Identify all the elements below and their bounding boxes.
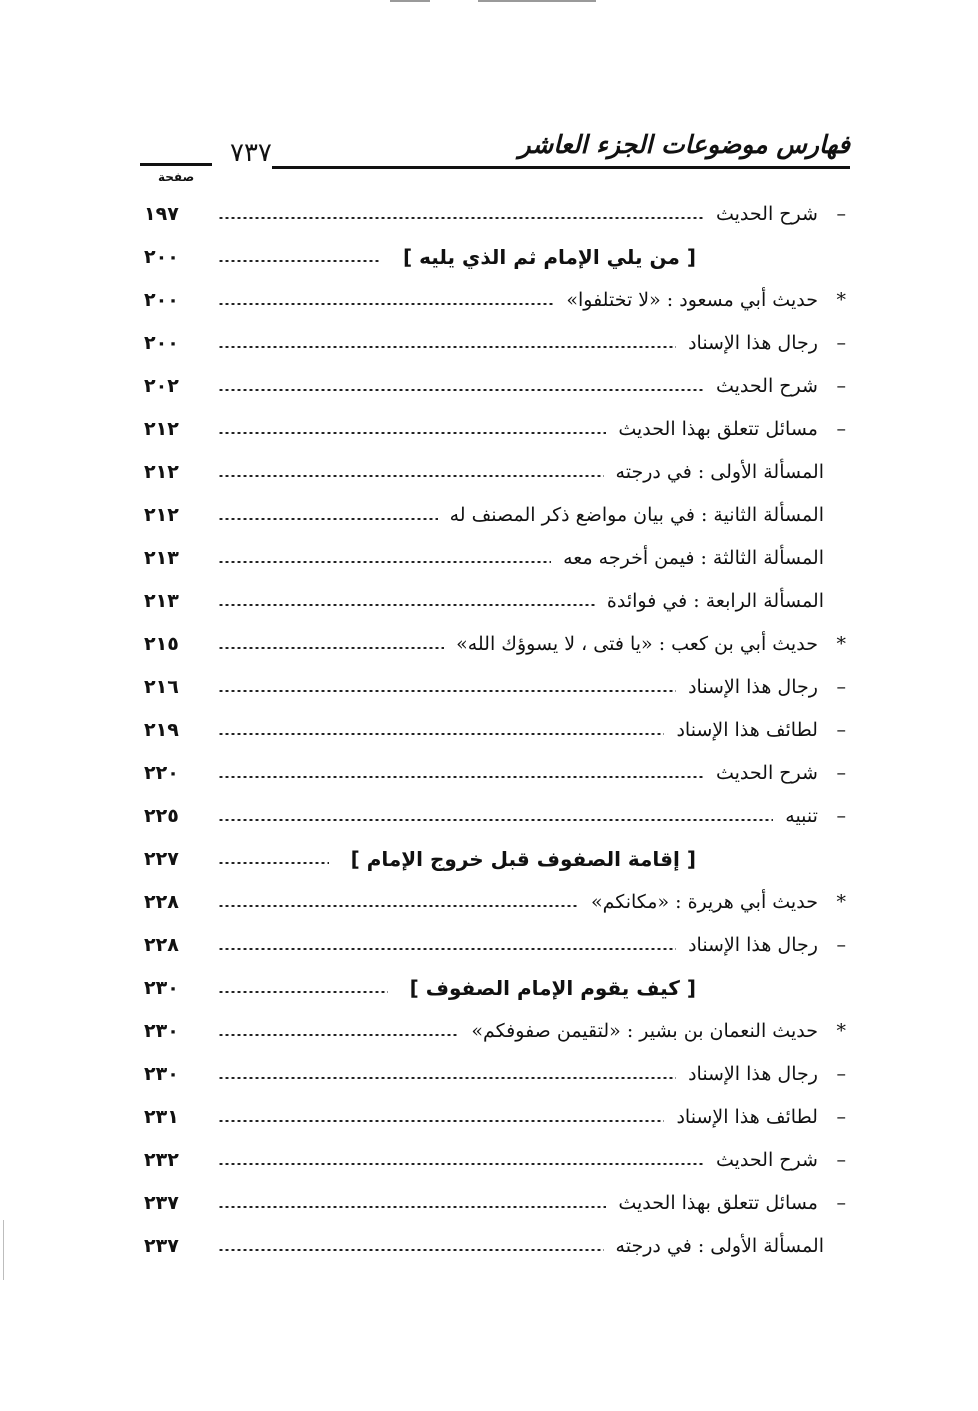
toc-entry[interactable] (140, 880, 850, 923)
toc-subentry[interactable] (140, 579, 850, 622)
toc-entry-title (716, 203, 850, 225)
toc-entry-title: المسألة الأولى : في درجته (615, 460, 824, 483)
dot-leader (218, 1249, 604, 1251)
toc-entry-page: ٢١٢ (144, 503, 179, 526)
toc-entry[interactable] (140, 1138, 850, 1181)
toc-entry-label: رجال هذا الإسناد (688, 675, 818, 698)
toc-entry-marker: – (836, 331, 846, 354)
toc-entry-marker: – (836, 718, 846, 741)
toc-entry-page: ٢٣٠ (144, 976, 179, 999)
toc-entry-marker: – (836, 1062, 846, 1085)
toc-entry-title (456, 633, 850, 655)
dot-leader (218, 217, 704, 219)
toc-entry-title (618, 418, 850, 440)
toc-entry-page: ٢١٦ (144, 675, 179, 698)
toc-entry[interactable] (140, 751, 850, 794)
toc-entry-page: ٢٠٠ (144, 288, 179, 311)
toc-entry-label: رجال هذا الإسناد (688, 933, 818, 956)
toc-entry-page: ٢٣٠ (144, 1062, 179, 1085)
toc-entry-marker: * (836, 890, 846, 913)
scan-edge-mark-right (478, 0, 596, 2)
toc-entry[interactable] (140, 1095, 850, 1138)
dot-leader (218, 604, 595, 606)
dot-leader (218, 690, 676, 692)
toc-entry[interactable] (140, 923, 850, 966)
dot-leader (218, 518, 438, 520)
toc-entry-page: ٢٣٧ (144, 1234, 179, 1257)
toc-section-title: [ كيف يقوم الإمام الصفوف ] (409, 975, 696, 1000)
toc-entry-title (676, 1106, 850, 1128)
dot-leader (218, 862, 329, 864)
dot-leader (218, 346, 676, 348)
toc-entry-marker: – (836, 933, 846, 956)
toc-entry-title (566, 289, 850, 311)
toc-entry-title (676, 719, 850, 741)
toc-subentry[interactable] (140, 493, 850, 536)
toc-entry-label: شرح الحديث (715, 374, 818, 397)
toc-entry-title (688, 332, 850, 354)
toc-entry-label: حديث أبي مسعود : «لا تختلفوا» (566, 288, 818, 311)
toc-entry-page: ٢٢٨ (144, 890, 179, 913)
toc-entry-title: المسألة الأولى : في درجته (615, 1234, 824, 1257)
toc-entry-page: ٢١٢ (144, 417, 179, 440)
dot-leader (218, 776, 704, 778)
dot-leader (218, 948, 676, 950)
toc-entry-page: ١٩٧ (144, 202, 179, 225)
dot-leader (218, 991, 388, 993)
toc-entry-page: ٢١٥ (144, 632, 179, 655)
toc-entry-title (688, 676, 850, 698)
toc-subentry[interactable] (140, 450, 850, 493)
dot-leader (218, 819, 773, 821)
toc-entry-page: ٢٠٠ (144, 245, 179, 268)
dot-leader (218, 475, 604, 477)
dot-leader (218, 561, 551, 563)
toc-entry-page: ٢١٣ (144, 589, 179, 612)
toc-entry[interactable] (140, 622, 850, 665)
dot-leader (218, 303, 554, 305)
toc-section-heading[interactable] (140, 966, 850, 1009)
toc-entry-title: المسألة الثالثة : فيمن أخرجه معه (563, 546, 824, 569)
toc-entry[interactable] (140, 708, 850, 751)
toc-entry-marker: – (836, 202, 846, 225)
dot-leader (218, 1206, 606, 1208)
toc-entry-marker: – (836, 804, 846, 827)
toc-section-title: [ إقامة الصفوف قبل خروج الإمام ] (350, 846, 696, 871)
toc-entry-title (618, 1192, 850, 1214)
toc-entry-label: مسائل تتعلق بهذا الحديث (618, 1191, 818, 1214)
toc-entry[interactable] (140, 364, 850, 407)
toc-entry[interactable] (140, 192, 850, 235)
toc-entry[interactable] (140, 321, 850, 364)
toc-entry[interactable] (140, 278, 850, 321)
toc-entry-label: رجال هذا الإسناد (688, 331, 818, 354)
toc-entry-title (716, 762, 850, 784)
dot-leader (218, 905, 579, 907)
toc-entry-label: تنبيه (785, 804, 818, 827)
header-rule (272, 166, 850, 169)
toc-subentry[interactable] (140, 536, 850, 579)
toc-entry-marker: – (836, 1191, 846, 1214)
toc-entry-label: مسائل تتعلق بهذا الحديث (618, 417, 818, 440)
toc-entry-label: شرح الحديث (715, 761, 818, 784)
toc-entry-label: لطائف هذا الإسناد (676, 1105, 818, 1128)
toc-subentry[interactable] (140, 1224, 850, 1267)
toc-entry-marker: * (836, 288, 846, 311)
toc-entry-marker: – (836, 675, 846, 698)
toc-entry-marker: – (836, 1148, 846, 1171)
toc-entry-label: حديث أبي بن كعب : «يا فتى ، لا يسوؤك الله» (456, 632, 818, 655)
toc-entry-title (471, 1020, 850, 1042)
toc-section-title: [ من يلي الإمام ثم الذي يليه ] (402, 244, 696, 269)
toc-entry-page: ٢٢٨ (144, 933, 179, 956)
toc-entry-title (688, 934, 850, 956)
toc-entry-page: ٢٢٥ (144, 804, 179, 827)
toc-entry-title (688, 1063, 850, 1085)
scan-margin-line (3, 1220, 4, 1280)
toc-section-heading[interactable] (140, 235, 850, 278)
toc-entry-page: ٢٠٠ (144, 331, 179, 354)
dot-leader (218, 260, 381, 262)
toc-entry-page: ٢٢٧ (144, 847, 179, 870)
toc-entry-page: ٢١٢ (144, 460, 179, 483)
toc-entry-page: ٢٣٠ (144, 1019, 179, 1042)
toc-entry-page: ٢١٩ (144, 718, 179, 741)
dot-leader (218, 1034, 459, 1036)
toc-entry-label: حديث النعمان بن بشير : «لتقيمن صفوفكم» (471, 1019, 818, 1042)
toc-entry[interactable] (140, 1009, 850, 1052)
dot-leader (218, 1163, 704, 1165)
toc-entry-title: المسألة الثانية : في بيان مواضع ذكر المصنف له (449, 503, 824, 526)
toc-entry-label: رجال هذا الإسناد (688, 1062, 818, 1085)
page-column-label: صفحة (158, 170, 195, 184)
dot-leader (218, 1120, 664, 1122)
page-column-rule (140, 163, 212, 166)
page-number: ٧٣٧ (230, 138, 272, 168)
toc-entry-marker: * (836, 1019, 846, 1042)
toc-entry-marker: – (836, 417, 846, 440)
toc-entry-page: ٢٣٧ (144, 1191, 179, 1214)
scan-edge-mark-left (390, 0, 430, 2)
toc-entry[interactable] (140, 1052, 850, 1095)
toc-entry-marker: – (836, 761, 846, 784)
dot-leader (218, 432, 606, 434)
toc-entry-label: لطائف هذا الإسناد (676, 718, 818, 741)
table-of-contents (140, 192, 850, 1267)
toc-entry-page: ٢٢٠ (144, 761, 179, 784)
toc-entry-marker: – (836, 374, 846, 397)
dot-leader (218, 389, 704, 391)
running-head (140, 130, 850, 182)
toc-entry[interactable] (140, 1181, 850, 1224)
dot-leader (218, 1077, 676, 1079)
running-head-title: فهارس موضوعات الجزء العاشر (518, 130, 850, 159)
toc-entry-label: شرح الحديث (715, 1148, 818, 1171)
toc-entry[interactable] (140, 665, 850, 708)
toc-entry-title (716, 1149, 850, 1171)
toc-entry-label: شرح الحديث (715, 202, 818, 225)
toc-entry-page: ٢٣١ (144, 1105, 179, 1128)
toc-entry-title (716, 375, 850, 397)
toc-entry[interactable] (140, 794, 850, 837)
toc-entry-page: ٢٣٢ (144, 1148, 179, 1171)
dot-leader (218, 733, 664, 735)
dot-leader (218, 647, 444, 649)
toc-entry-marker: – (836, 1105, 846, 1128)
toc-entry-page: ٢١٣ (144, 546, 179, 569)
toc-entry-marker: * (836, 632, 846, 655)
toc-entry-title (591, 891, 850, 913)
toc-entry-page: ٢٠٢ (144, 374, 179, 397)
toc-entry-title: المسألة الرابعة : في فوائدة (606, 589, 824, 612)
toc-section-heading[interactable] (140, 837, 850, 880)
toc-entry-title (785, 805, 850, 827)
toc-entry[interactable] (140, 407, 850, 450)
toc-entry-label: حديث أبي هريرة : «مكانكم» (590, 890, 818, 913)
